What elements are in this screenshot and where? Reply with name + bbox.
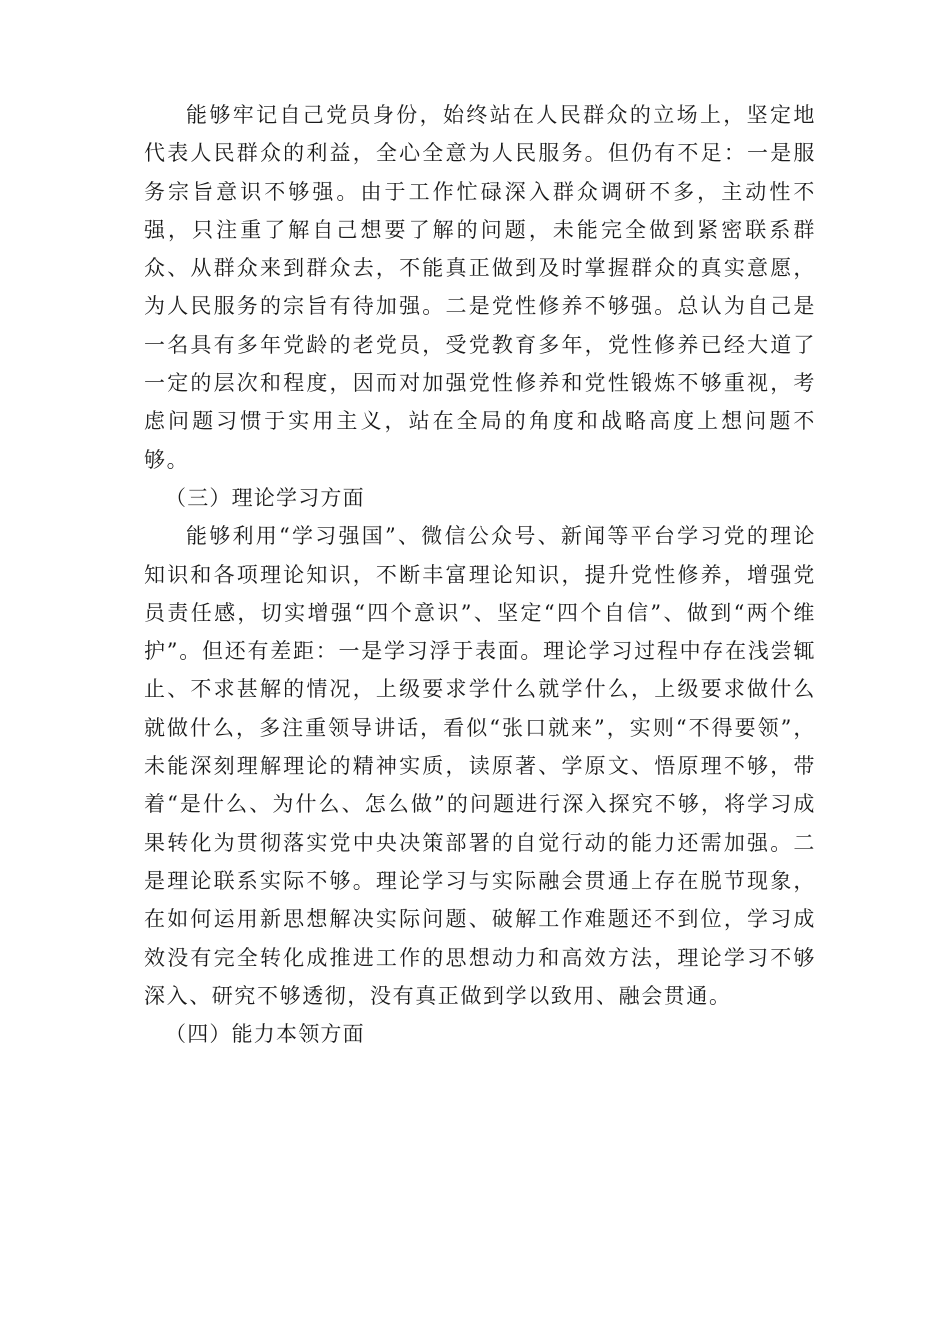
section-heading: （三）理论学习方面 — [165, 485, 365, 510]
document-body — [144, 96, 816, 1053]
body-paragraph: 能够牢记自己党员身份，始终站在人民群众的立场上，坚定地代表人民群众的利益，全心全意为人民服务。但仍有不足：一是服务宗旨意识不够强。由于工作忙碌深入群众调研不多，主动性不强，只注重了解自己想要了解的问题，未能完全做到紧密联系群众、从群众来到群众去，不能真正做到及时掌握群众的真实意愿，为人民服务的宗旨有待加强。二是党性修养不够强。总认为自己是一名具有多年党龄的老党员，受党教育多年，党性修养已经大道了一定的层次和程度，因而对加强党性修养和党性锻炼不够重视，考虑问题习惯于实用主义，站在全局的角度和战略高度上想问题不够。 — [144, 103, 816, 472]
section-heading: （四）能力本领方面 — [165, 1022, 365, 1047]
body-paragraph: 能够利用“学习强国”、微信公众号、新闻等平台学习党的理论知识和各项理论知识，不断丰富理论知识，提升党性修养，增强党员责任感，切实增强“四个意识”、坚定“四个自信”、做到“两个维护”。但还有差距：一是学习浮于表面。理论学习过程中存在浅尝辄止、不求甚解的情况，上级要求学什么就学什么，上级要求做什么就做什么，多注重领导讲话，看似“张口就来”，实则“不得要领”，未能深刻理解理论的精神实质，读原著、学原文、悟原理不够，带着“是什么、为什么、怎么做”的问题进行深入探究不够，将学习成果转化为贯彻落实党中央决策部署的自觉行动的能力还需加强。二是理论联系实际不够。理论学习与实际融会贯通上存在脱节现象，在如何运用新思想解决实际问题、破解工作难题还不到位，学习成效没有完全转化成推进工作的思想动力和高效方法，理论学习不够深入、研究不够透彻，没有真正做到学以致用、融会贯通。 — [144, 524, 816, 1008]
